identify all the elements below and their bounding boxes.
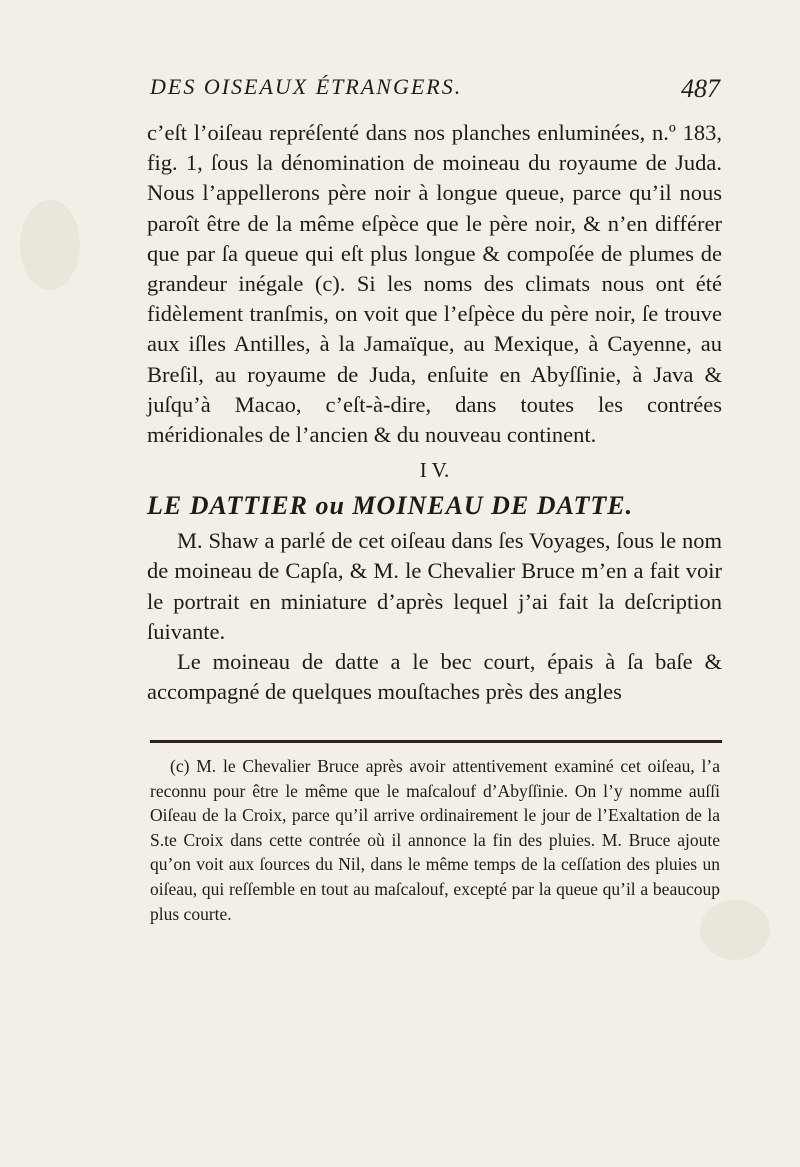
running-title: DES OISEAUX ÉTRANGERS.	[150, 74, 463, 99]
paragraph: Le moineau de datte a le bec court, épais à ſa baſe & accompagné de quelques mouſtaches près des angles	[147, 649, 722, 705]
paper-stain	[20, 200, 80, 290]
section-number: I V.	[419, 458, 450, 483]
paragraph: M. Shaw a parlé de cet oiſeau dans ſes Voyages, ſous le nom de moineau de Capſa, & M. le Chevalier Bruce m’en a fait voir le portrait en miniature d’après lequel j’ai fait la deſcription ſuivante.	[147, 528, 722, 644]
section-title: LE DATTIER ou MOINEAU DE DATTE.	[147, 491, 634, 521]
page-header	[150, 74, 720, 114]
paragraph: c’eſt l’oiſeau repréſenté dans nos planches enluminées, n.º 183, fig. 1, ſous la dénomination de moineau du royaume de Juda. Nous l’appellerons père noir à longue queue, parce qu’il nous paroît être de la même eſpèce que le père noir, & n’en différer que par ſa queue qui eſt plus longue & compoſée de plumes de grandeur inégale (c). Si les noms des climats nous ont été fidèlement tranſmis, on voit que l’eſpèce du père noir, ſe trouve aux iſles Antilles, à la Jamaïque, au Mexique, à Cayenne, au Breſil, au royaume de Juda, enſuite en Abyſſinie, à Java & juſqu’à Macao, c’eſt-à-dire, dans toutes les contrées méridionales de l’ancien & du nouveau continent.	[147, 120, 722, 448]
footnote-divider	[150, 740, 722, 743]
page-number: 487	[681, 74, 720, 103]
footnote	[150, 754, 720, 926]
footnote-text: (c) M. le Chevalier Bruce après avoir attentivement examiné cet oiſeau, l’a reconnu pour être le même que le maſcalouf d’Abyſſinie. On l’y nomme auſſi Oiſeau de la Croix, parce qu’il arrive ordinairement le jour de l’Exaltation de la S.te Croix dans cette contrée où il annonce la fin des pluies. M. Bruce ajoute qu’on voit aux ſources du Nil, dans le même temps de la ceſſation des pluies un oiſeau, qui reſſemble en tout au maſcalouf, excepté par la queue qu’il a beaucoup plus courte.	[150, 756, 720, 924]
main-text	[147, 118, 722, 707]
